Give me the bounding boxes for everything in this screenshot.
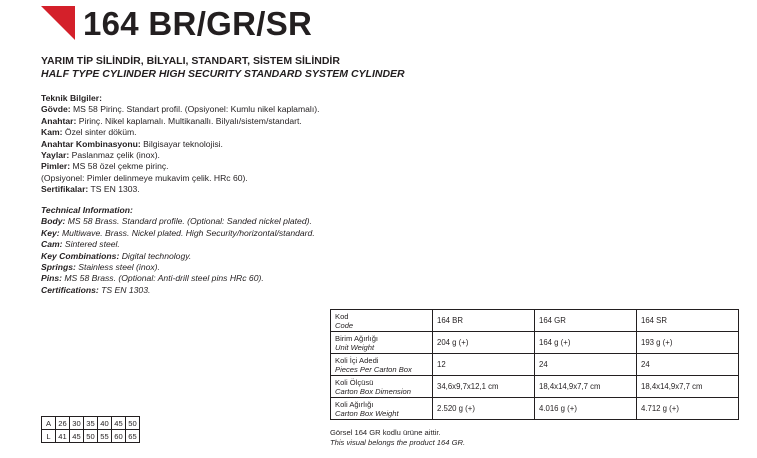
spec-line: Kam: Özel sinter döküm.: [41, 127, 137, 138]
row-label: Koli Ağırlığı Carton Box Weight: [331, 398, 433, 420]
table-cell: 204 g (+): [433, 332, 535, 354]
dim-cell: 35: [84, 417, 98, 430]
table-cell: 18,4x14,9x7,7 cm: [535, 376, 637, 398]
table-cell: 164 SR: [637, 310, 739, 332]
spec-line: Certifications: TS EN 1303.: [41, 284, 151, 295]
dim-cell: 26: [56, 417, 70, 430]
spec-line: Pins: MS 58 Brass. (Optional: Anti-drill steel pins HRc 60).: [41, 273, 264, 284]
spec-line: Sertifikalar: TS EN 1303.: [41, 184, 140, 195]
table-row: [331, 376, 739, 398]
dim-cell: L: [42, 430, 56, 443]
table-row: [42, 430, 140, 443]
dim-cell: A: [42, 417, 56, 430]
dim-cell: 55: [98, 430, 112, 443]
table-cell: 24: [535, 354, 637, 376]
technical-specs-turkish: [41, 93, 319, 196]
row-label: Koli Ölçüsü Carton Box Dimension: [331, 376, 433, 398]
triangle-shape: [41, 6, 75, 40]
spec-line: Cam: Sintered steel.: [41, 239, 120, 250]
table-cell: 18,4x14,9x7,7 cm: [637, 376, 739, 398]
spec-line: Yaylar: Paslanmaz çelik (inox).: [41, 150, 160, 161]
dim-cell: 65: [126, 430, 140, 443]
table-cell: 164 GR: [535, 310, 637, 332]
table-cell: 24: [637, 354, 739, 376]
spec-line: Springs: Stainless steel (inox).: [41, 262, 160, 273]
spec-line: Pimler: MS 58 özel çekme pirinç.: [41, 161, 169, 172]
spec-line: Key Combinations: Digital technology.: [41, 250, 192, 261]
table-cell: 2.520 g (+): [433, 398, 535, 420]
spec-line: Key: Multiwave. Brass. Nickel plated. High Security/horizontal/standard.: [41, 227, 315, 238]
row-label: Birim Ağırlığı Unit Weight: [331, 332, 433, 354]
dim-cell: 45: [112, 417, 126, 430]
spec-line: Body: MS 58 Brass. Standard profile. (Optional: Sanded nickel plated).: [41, 216, 312, 227]
table-cell: 164 g (+): [535, 332, 637, 354]
subtitle-english: HALF TYPE CYLINDER HIGH SECURITY STANDARD SYSTEM CYLINDER: [41, 68, 405, 80]
table-cell: 12: [433, 354, 535, 376]
table-row: [42, 417, 140, 430]
product-spec-table: [330, 309, 739, 420]
subtitle-turkish: YARIM TİP SİLİNDİR, BİLYALI, STANDART, SİSTEM SİLİNDİR: [41, 55, 340, 67]
table-cell: 164 BR: [433, 310, 535, 332]
note-english: This visual belongs the product 164 GR.: [330, 438, 466, 447]
dim-cell: 60: [112, 430, 126, 443]
dim-cell: 50: [126, 417, 140, 430]
page-title: 164 BR/GR/SR: [83, 5, 313, 42]
dim-cell: 30: [70, 417, 84, 430]
dim-cell: 41: [56, 430, 70, 443]
visual-note: [330, 428, 465, 448]
table-cell: 4.016 g (+): [535, 398, 637, 420]
table-row: [331, 354, 739, 376]
specs-heading-tr: Teknik Bilgiler:: [41, 93, 102, 103]
spec-line: Anahtar Kombinasyonu: Bilgisayar teknolojisi.: [41, 138, 223, 149]
specs-heading-en: Technical Information:: [41, 205, 133, 215]
spec-line: Gövde: MS 58 Pirinç. Standart profil. (Opsiyonel: Kumlu nikel kaplamalı).: [41, 104, 320, 115]
dimensions-table: [41, 416, 140, 443]
table-row: [331, 332, 739, 354]
row-label: Koli İçi Adedi Pieces Per Carton Box: [331, 354, 433, 376]
spec-line: (Opsiyonel: Pimler delinmeye mukavim çelik. HRc 60).: [41, 172, 248, 183]
dim-cell: 45: [70, 430, 84, 443]
table-row: [331, 398, 739, 420]
spec-line: Anahtar: Pirinç. Nikel kaplamalı. Multikanallı. Bilyalı/sistem/standart.: [41, 115, 302, 126]
technical-specs-english: [41, 205, 315, 296]
corner-triangle-icon: [41, 6, 75, 40]
dim-cell: 50: [84, 430, 98, 443]
table-cell: 34,6x9,7x12,1 cm: [433, 376, 535, 398]
row-label: Kod Code: [331, 310, 433, 332]
table-cell: 4.712 g (+): [637, 398, 739, 420]
table-row: [331, 310, 739, 332]
note-turkish: Görsel 164 GR kodlu ürüne aittir.: [330, 428, 441, 437]
table-cell: 193 g (+): [637, 332, 739, 354]
dim-cell: 40: [98, 417, 112, 430]
